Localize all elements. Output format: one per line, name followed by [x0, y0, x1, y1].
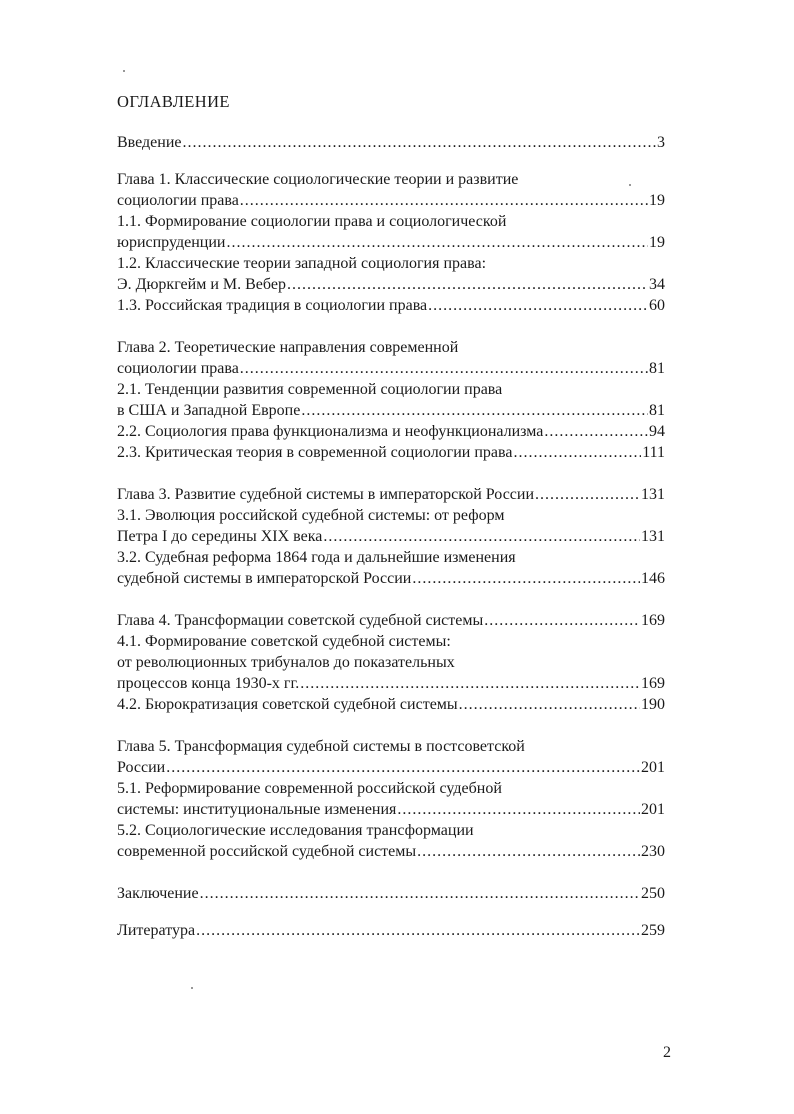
toc-subsection [117, 253, 665, 295]
entry-text: 2.2. Социология права функционализма и неофункционализма [117, 423, 544, 440]
toc-heading-line: Глава 2. Теоретические направления современной [117, 339, 459, 356]
toc-subsection-line [117, 568, 665, 589]
toc-subsection-line: 4.1. Формирование советской судебной системы: [117, 633, 451, 650]
entry-page-number: 146 [641, 570, 665, 587]
toc-section-ch3 [117, 484, 665, 589]
entry-text: системы: институциональные изменения [117, 801, 397, 818]
entry-text: судебной системы в императорской России [117, 570, 412, 587]
toc-heading-line [117, 757, 665, 778]
toc-section-ch4 [117, 610, 665, 715]
entry-text: процессов конца 1930-х гг. [117, 675, 300, 692]
entry-page-number: 201 [641, 759, 665, 776]
toc-subsection-line [117, 841, 665, 862]
dot-leader [200, 883, 640, 904]
entry-page-number: 19 [649, 234, 665, 251]
entry-text: социологии права [117, 192, 239, 209]
dot-leader [412, 568, 640, 589]
toc-heading-line [117, 190, 665, 211]
toc-heading [117, 337, 665, 379]
toc-subsection [117, 211, 665, 253]
toc-heading [117, 169, 665, 211]
dot-leader [417, 841, 640, 862]
entry-text: 1.3. Российская традиция в социологии права [117, 297, 428, 314]
entry-page-number: 201 [641, 801, 665, 818]
dot-leader [183, 132, 657, 153]
toc-subsection-line: 1.1. Формирование социологии права и социологической [117, 213, 507, 230]
entry-page-number: 111 [642, 444, 665, 461]
toc-heading-line [117, 358, 665, 379]
entry-page-number: 81 [649, 402, 665, 419]
entry-page-number: 19 [649, 192, 665, 209]
entry-text: Литература [117, 922, 196, 939]
entry-text: Э. Дюркгейм и М. Вебер [117, 276, 286, 293]
toc-subsection-line [117, 274, 665, 295]
toc-section-intro [117, 132, 665, 153]
dot-leader [459, 694, 640, 715]
entry-text: социологии права [117, 360, 239, 377]
entry-text: Заключение [117, 885, 199, 902]
toc-subsection [117, 379, 665, 421]
toc-section-ch1 [117, 169, 665, 316]
toc-subsection-line: 3.1. Эволюция российской судебной системы: от реформ [117, 507, 505, 524]
dot-leader [300, 673, 640, 694]
entry-text: Глава 4. Трансформации советской судебной системы [117, 612, 484, 629]
entry-page-number: 131 [641, 528, 665, 545]
toc-subsection [117, 820, 665, 862]
entry-page-number: 169 [641, 675, 665, 692]
toc-section-ch2 [117, 337, 665, 463]
toc-subsection [117, 694, 665, 715]
entry-text: современной российской судебной системы [117, 843, 417, 860]
toc-subsection-line [117, 421, 665, 442]
toc-subsection [117, 505, 665, 547]
toc-subsection-line: от революционных трибуналов до показательных [117, 654, 455, 671]
toc-subsection-line [117, 232, 665, 253]
entry-text: юриспруденции [117, 234, 226, 251]
toc-subsection [117, 631, 665, 694]
scan-speck [123, 70, 125, 72]
table-of-contents [117, 132, 665, 962]
dot-leader [240, 190, 648, 211]
entry-text: в США и Западной Европе [117, 402, 301, 419]
toc-subsection [117, 442, 665, 463]
toc-heading-line [117, 610, 665, 631]
toc-subsection-line [117, 673, 665, 694]
toc-heading [117, 736, 665, 778]
toc-heading-line [117, 920, 665, 941]
dot-leader [544, 421, 648, 442]
dot-leader [196, 920, 640, 941]
toc-subsection [117, 421, 665, 442]
dot-leader [226, 232, 648, 253]
toc-heading [117, 883, 665, 904]
toc-subsection-line: 2.1. Тенденции развития современной социологии права [117, 381, 503, 398]
toc-subsection-line: 5.1. Реформирование современной российской судебной [117, 780, 502, 797]
toc-subsection-line [117, 400, 665, 421]
entry-text: 4.2. Бюрократизация советской судебной системы [117, 696, 458, 713]
entry-text: Глава 3. Развитие судебной системы в императорской России [117, 486, 535, 503]
toc-heading-line [117, 883, 665, 904]
toc-heading-line: Глава 1. Классические социологические теории и развитие [117, 171, 519, 188]
toc-heading [117, 132, 665, 153]
scan-speck [191, 987, 193, 989]
toc-subsection-line [117, 295, 665, 316]
toc-section-conclusion [117, 883, 665, 904]
toc-section-literature [117, 920, 665, 941]
toc-subsection-line [117, 694, 665, 715]
toc-heading [117, 484, 665, 505]
toc-subsection-line [117, 799, 665, 820]
toc-subsection [117, 547, 665, 589]
entry-page-number: 3 [657, 134, 665, 151]
entry-page-number: 81 [649, 360, 665, 377]
dot-leader [301, 400, 648, 421]
entry-text: Петра I до середины XIX века [117, 528, 323, 545]
toc-heading-line [117, 484, 665, 505]
entry-page-number: 259 [641, 922, 665, 939]
entry-text: России [117, 759, 166, 776]
toc-subsection-line [117, 442, 665, 463]
entry-text: Введение [117, 134, 182, 151]
entry-page-number: 190 [641, 696, 665, 713]
entry-page-number: 230 [641, 843, 665, 860]
entry-page-number: 169 [641, 612, 665, 629]
toc-subsection-line [117, 526, 665, 547]
entry-page-number: 60 [649, 297, 665, 314]
dot-leader [323, 526, 640, 547]
dot-leader [484, 610, 640, 631]
page-title: ОГЛАВЛЕНИЕ [117, 92, 230, 111]
toc-subsection-line: 3.2. Судебная реформа 1864 года и дальнейшие изменения [117, 549, 516, 566]
toc-subsection-line: 5.2. Социологические исследования трансформации [117, 822, 474, 839]
toc-subsection [117, 295, 665, 316]
toc-heading-line: Глава 5. Трансформация судебной системы в постсоветской [117, 738, 525, 755]
toc-subsection [117, 778, 665, 820]
dot-leader [287, 274, 648, 295]
dot-leader [166, 757, 640, 778]
toc-heading [117, 610, 665, 631]
entry-text: 2.3. Критическая теория в современной социологии права [117, 444, 513, 461]
toc-heading-line [117, 132, 665, 153]
dot-leader [397, 799, 640, 820]
toc-heading [117, 920, 665, 941]
entry-page-number: 250 [641, 885, 665, 902]
entry-page-number: 131 [641, 486, 665, 503]
entry-page-number: 94 [649, 423, 665, 440]
toc-subsection-line: 1.2. Классические теории западной социология права: [117, 255, 487, 272]
toc-section-ch5 [117, 736, 665, 862]
dot-leader [535, 484, 640, 505]
page-number: 2 [663, 1044, 671, 1061]
entry-page-number: 34 [649, 276, 665, 293]
dot-leader [428, 295, 648, 316]
dot-leader [513, 442, 641, 463]
dot-leader [240, 358, 648, 379]
